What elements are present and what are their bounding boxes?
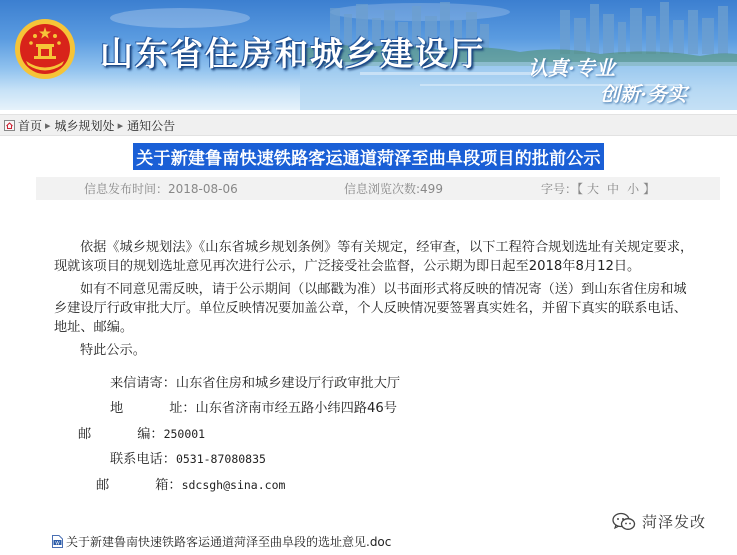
breadcrumb bbox=[0, 114, 737, 136]
breadcrumb-home-link[interactable]: 首页 bbox=[18, 118, 43, 133]
contact-email bbox=[96, 474, 285, 493]
site-banner bbox=[0, 0, 737, 110]
email-label-first: 邮 bbox=[96, 478, 110, 493]
font-size-large-button[interactable]: 大 bbox=[587, 182, 600, 196]
font-size-medium-button[interactable]: 中 bbox=[607, 182, 620, 196]
article-meta-bar bbox=[36, 177, 720, 200]
article-title: 关于新建鲁南快速铁路客运通道菏泽至曲阜段项目的批前公示 bbox=[133, 143, 603, 170]
view-count: 信息浏览次数:499 bbox=[344, 182, 443, 196]
article-paragraph: 特此公示。 bbox=[80, 343, 146, 358]
font-size-small-button[interactable]: 小 bbox=[627, 182, 640, 196]
site-title: 山东省住房和城乡建设厅 bbox=[100, 34, 485, 73]
word-document-icon bbox=[52, 535, 63, 548]
address-label-first: 地 bbox=[110, 401, 124, 416]
article-header bbox=[0, 143, 737, 170]
contact-postcode bbox=[78, 423, 205, 442]
publish-date: 信息发布时间：2018-08-06 bbox=[84, 182, 238, 196]
contact-phone bbox=[110, 448, 266, 467]
watermark bbox=[612, 511, 706, 532]
postcode-label-first: 邮 bbox=[78, 427, 92, 442]
attachment-link[interactable] bbox=[52, 533, 391, 550]
breadcrumb-planning-link[interactable]: 城乡规划处 bbox=[54, 118, 115, 133]
article-paragraph: 如有不同意见需反映，请于公示期间（以邮戳为准）以书面形式将反映的情况寄（送）到山东省住房和城乡建设厅行政审批大厅。单位反映情况要加盖公章，个人反映情况要签署真实姓名，并留下真实的联系电话、地址、邮编。 bbox=[54, 282, 687, 335]
postcode-value: 250001 bbox=[163, 427, 206, 441]
breadcrumb-separator: ▸ bbox=[117, 118, 124, 132]
contact-recipient: 来信请寄：山东省住房和城乡建设厅行政审批大厅 bbox=[110, 376, 401, 391]
contact-address bbox=[110, 397, 397, 416]
font-size-label: 字号： bbox=[541, 182, 578, 196]
font-size-bracket-close: 】 bbox=[643, 182, 656, 196]
phone-value: 0531-87080835 bbox=[175, 452, 266, 466]
email-value: sdcsgh@sina.com bbox=[181, 478, 286, 492]
font-size-switcher bbox=[541, 180, 655, 197]
phone-label: 联系电话： bbox=[110, 452, 176, 467]
postcode-label: 编： bbox=[137, 427, 164, 442]
breadcrumb-separator: ▸ bbox=[45, 118, 51, 132]
svg-text:W: W bbox=[55, 541, 60, 547]
article-paragraph: 依据《城乡规划法》《山东省城乡规划条例》等有关规定，经审查，以下工程符合规划选址有关规定要求，现就该项目的规划选址意见再次进行公示，广泛接受社会监督，公示期为即日起至2018年8月12日。 bbox=[54, 240, 694, 274]
home-icon bbox=[4, 120, 15, 131]
national-emblem-icon bbox=[14, 18, 76, 80]
email-label: 箱： bbox=[155, 478, 182, 493]
breadcrumb-notice-link[interactable]: 通知公告 bbox=[127, 118, 176, 133]
motto-line-2: 创新·务实 bbox=[600, 82, 687, 106]
wechat-icon bbox=[612, 512, 636, 532]
address-text: 址：山东省济南市经五路小纬四路46号 bbox=[169, 401, 397, 416]
font-size-bracket-open: 【 bbox=[577, 182, 584, 196]
watermark-text: 菏泽发改 bbox=[642, 513, 707, 531]
motto-line-1: 认真·专业 bbox=[528, 56, 615, 80]
attachment-filename: 关于新建鲁南快速铁路客运通道菏泽至曲阜段的选址意见.doc bbox=[66, 535, 392, 549]
article-body bbox=[54, 238, 694, 360]
